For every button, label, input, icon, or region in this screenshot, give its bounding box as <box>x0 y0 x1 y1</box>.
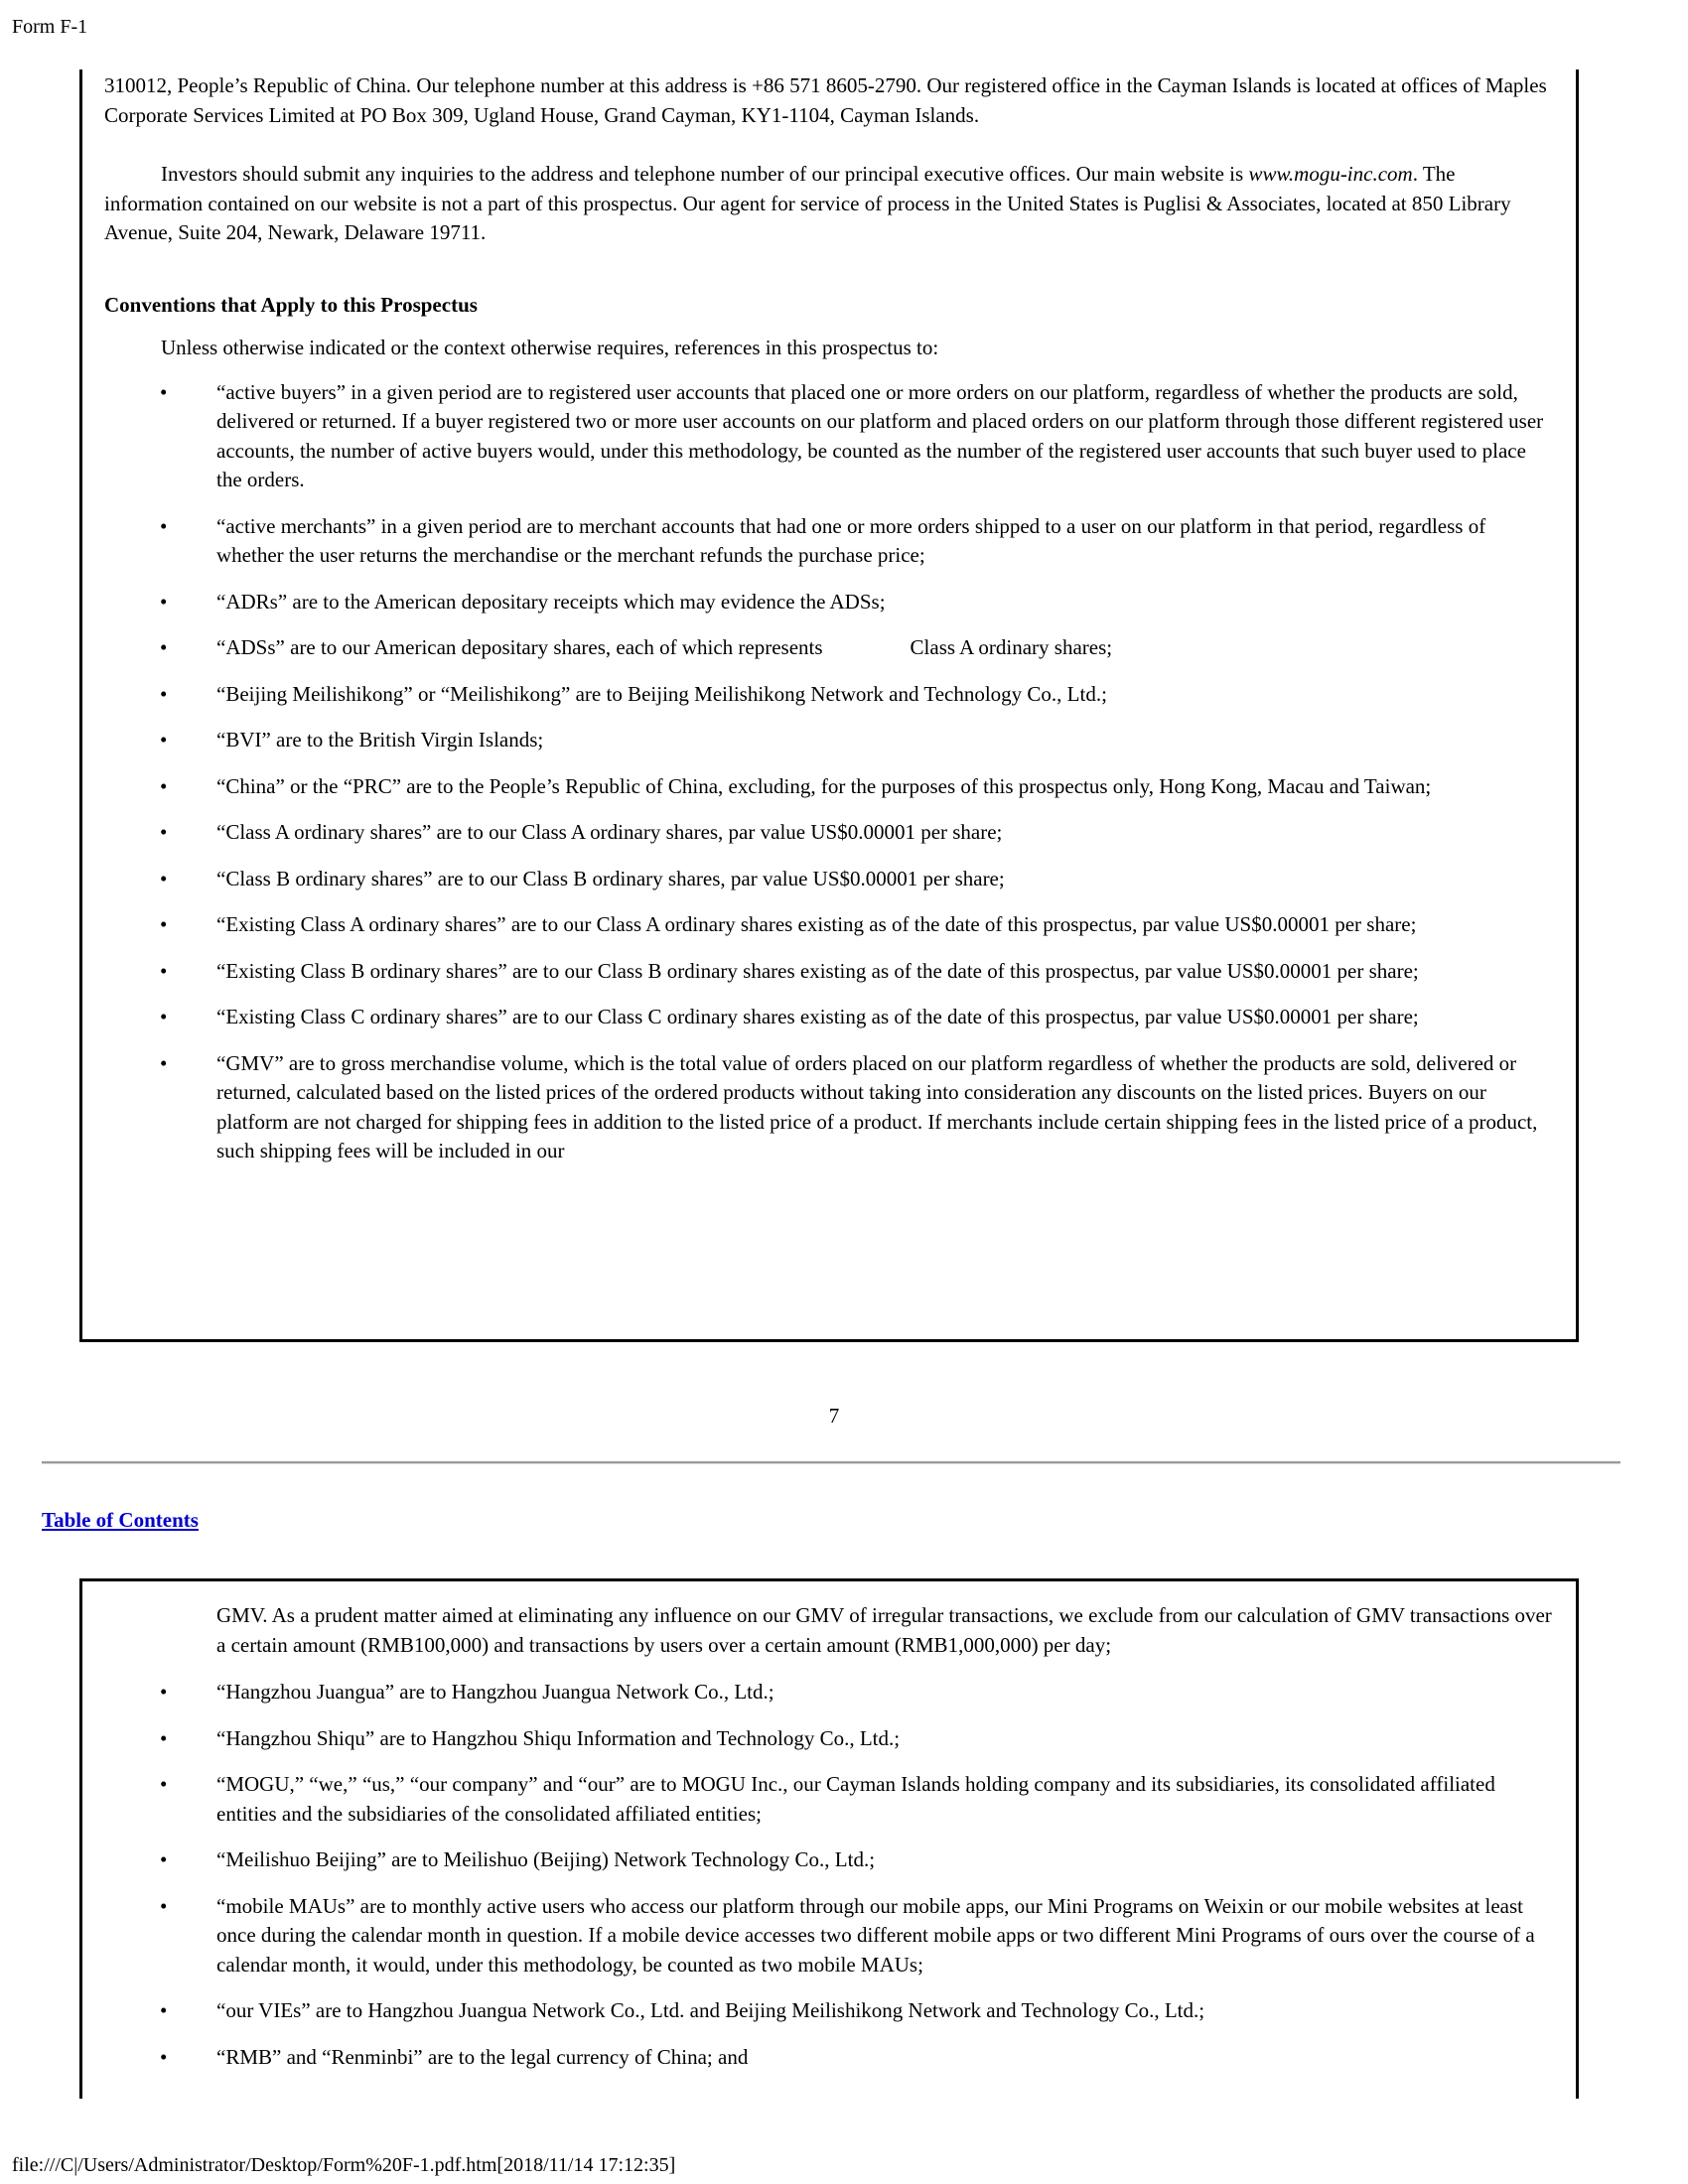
bullet-icon: • <box>160 379 168 404</box>
definitions-list-continued <box>104 1678 1556 2072</box>
bullet-icon: • <box>160 1050 168 1075</box>
bullet-icon: • <box>160 912 168 936</box>
intro-paragraph: Unless otherwise indicated or the context otherwise requires, references in this prospectus to: <box>161 336 939 359</box>
bullet-icon: • <box>160 958 168 983</box>
list-item: • “Class A ordinary shares” are to our Class A ordinary shares, par value US$0.00001 per share; <box>104 818 1556 848</box>
bullet-icon: • <box>160 2044 168 2069</box>
list-item: • “MOGU,” “we,” “us,” “our company” and “our” are to MOGU Inc., our Cayman Islands holding company and its subsidiaries, its consolidated affiliated entities and the subsidiaries of the consolidated affiliated entities; <box>160 1772 1495 1826</box>
page-footer-path: file:///C|/Users/Administrator/Desktop/Form%20F-1.pdf.htm[2018/11/14 17:12:35] <box>12 2154 676 2176</box>
list-item: • “Existing Class C ordinary shares” are to our Class C ordinary shares existing as of the date of this prospectus, par value US$0.00001 per share; <box>104 1003 1556 1032</box>
bullet-icon: • <box>160 1005 168 1028</box>
address-paragraph: 310012, People’s Republic of China. Our telephone number at this address is +86 571 8605-2790. Our registered office in the Cayman Islands is located at offices of Maples Corporate Services Limited at PO Box 309, Ugland House, Grand Cayman, KY1-1104, Cayman Islands. <box>104 73 1547 127</box>
list-item: • “Meilishuo Beijing” are to Meilishuo (Beijing) Network Technology Co., Ltd.; <box>104 1845 1556 1875</box>
list-item: • “ADRs” are to the American depositary receipts which may evidence the ADSs; <box>104 588 1556 617</box>
list-item: • “China” or the “PRC” are to the People’s Republic of China, excluding, for the purposes of this prospectus only, Hong Kong, Macau and Taiwan; <box>104 772 1556 802</box>
list-item: • “Hangzhou Juangua” are to Hangzhou Juangua Network Co., Ltd.; <box>104 1678 1556 1707</box>
bullet-icon: • <box>160 635 168 659</box>
list-item: • “Hangzhou Shiqu” are to Hangzhou Shiqu Information and Technology Co., Ltd.; <box>104 1724 1556 1754</box>
bullet-icon: • <box>160 589 168 614</box>
document-box-page-7 <box>79 69 1579 1342</box>
document-box-page-8 <box>79 1578 1579 2099</box>
bullet-icon: • <box>160 1725 168 1750</box>
definitions-list <box>104 378 1556 1166</box>
bullet-icon: • <box>160 728 168 751</box>
table-of-contents-link[interactable]: Table of Contents <box>42 1508 199 1532</box>
bullet-icon: • <box>160 773 168 798</box>
list-item: • “RMB” and “Renminbi” are to the legal currency of China; and <box>104 2043 1556 2073</box>
list-item: • “Beijing Meilishikong” or “Meilishikong” are to Beijing Meilishikong Network and Technology Co., Ltd.; <box>104 680 1556 710</box>
list-item: • “Existing Class A ordinary shares” are to our Class A ordinary shares existing as of the date of this prospectus, par value US$0.00001 per share; <box>104 910 1556 940</box>
list-item: • “our VIEs” are to Hangzhou Juangua Network Co., Ltd. and Beijing Meilishikong Network and Technology Co., Ltd.; <box>104 1996 1556 2026</box>
bullet-icon: • <box>160 1998 168 2022</box>
list-item: • “GMV” are to gross merchandise volume, which is the total value of orders placed on our platform regardless of whether the products are sold, delivered or returned, calculated based on the listed prices of the ordered products without taking into consideration any discounts on the listed prices. Buyers on our platform are not charged for shipping fees in addition to the listed price of a product. If merchants include certain shipping fees in the listed price of a product, such shipping fees will be included in our <box>160 1050 1538 1162</box>
page-number: 7 <box>828 1404 840 1428</box>
list-item: • “active merchants” in a given period are to merchant accounts that had one or more orders shipped to a user on our platform in that period, regardless of whether the user returns the merchandise or the merchant refunds the purchase price; <box>160 513 1486 567</box>
bullet-icon: • <box>160 1847 168 1871</box>
bullet-icon: • <box>160 681 168 706</box>
bullet-icon: • <box>160 1772 168 1796</box>
inquiries-paragraph: Investors should submit any inquiries to the address and telephone number of our principal executive offices. Our main website is www.mogu-inc.com. The information contained on our website is not a part of this prospectus. Our agent for service of process in the United States is Puglisi & Associates, located at 850 Library Avenue, Suite 204, Newark, Delaware 19711. <box>104 162 1511 244</box>
list-item: • “BVI” are to the British Virgin Islands; <box>104 726 1556 755</box>
page-divider <box>42 1461 1620 1464</box>
website-text: www.mogu-inc.com <box>1248 162 1413 186</box>
bullet-icon: • <box>160 1680 168 1704</box>
section-heading: Conventions that Apply to this Prospectus <box>104 292 478 317</box>
bullet-icon: • <box>160 866 168 890</box>
bullet-icon: • <box>160 820 168 844</box>
list-item: • “active buyers” in a given period are to registered user accounts that placed one or more orders on our platform, regardless of whether the products are sold, delivered or returned. If a buyer registered two or more user accounts on our platform and placed orders on our platform through those different registered user accounts, the number of active buyers would, under this methodology, be counted as the number of the registered user accounts that such buyer used to place the orders. <box>160 379 1544 491</box>
list-item: • “mobile MAUs” are to monthly active users who access our platform through our mobile apps, our Mini Programs on Weixin or our mobile websites at least once during the calendar month in question. If a mobile device accesses two different mobile apps or two different Mini Programs of ours over the course of a calendar month, it would, under this methodology, be counted as two mobile MAUs; <box>160 1893 1535 1977</box>
bullet-icon: • <box>160 1893 168 1918</box>
list-item: • “ADSs” are to our American depositary shares, each of which represents Class A ordinary shares; <box>104 633 1556 663</box>
continuation-paragraph: GMV. As a prudent matter aimed at eliminating any influence on our GMV of irregular transactions, we exclude from our calculation of GMV transactions over a certain amount (RMB100,000) and transactions by users over a certain amount (RMB1,000,000) per day; <box>216 1603 1552 1657</box>
bullet-icon: • <box>160 513 168 538</box>
list-item: • “Existing Class B ordinary shares” are to our Class B ordinary shares existing as of the date of this prospectus, par value US$0.00001 per share; <box>104 957 1556 987</box>
list-item: • “Class B ordinary shares” are to our Class B ordinary shares, par value US$0.00001 per share; <box>104 865 1556 894</box>
page-header-title: Form F-1 <box>12 16 88 38</box>
